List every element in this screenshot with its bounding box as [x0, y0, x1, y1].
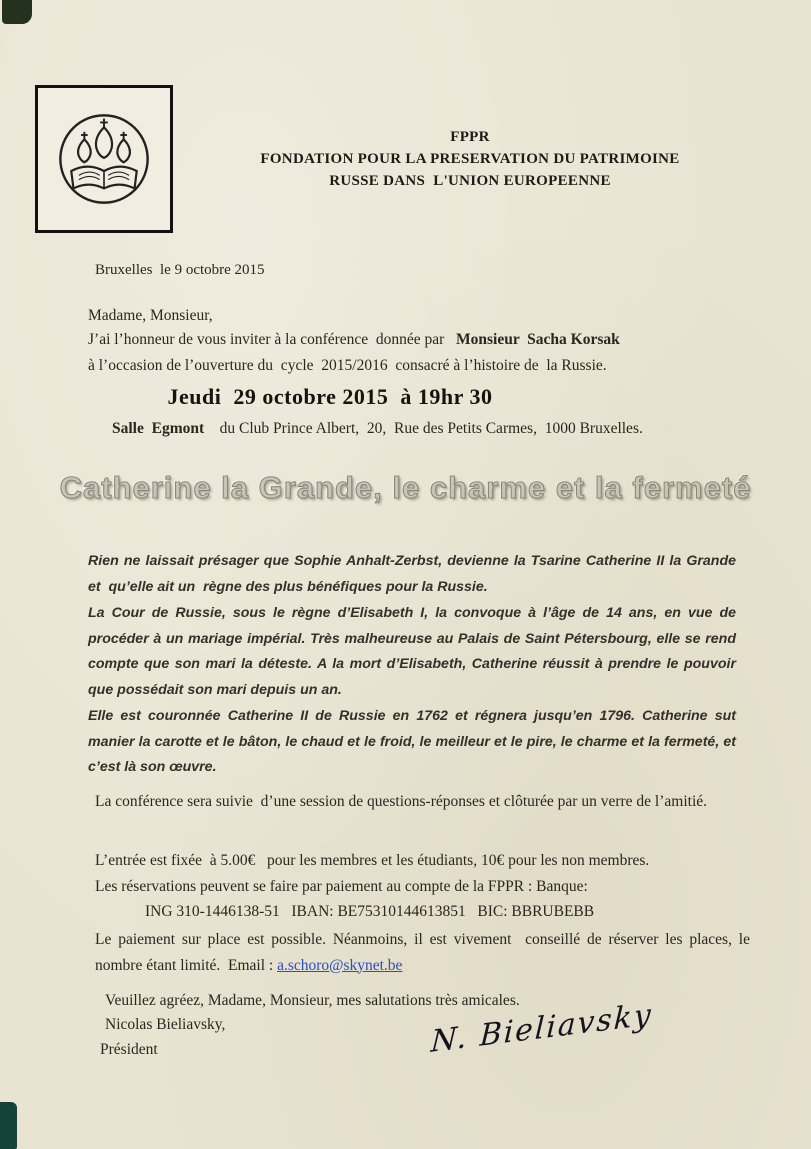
payment-text: Le paiement sur place est possible. Néanmoins, il est vivement conseillé de réserver les places, le nombre étant limité. Email : — [95, 931, 754, 974]
handwritten-signature: N. Bieliavsky — [429, 997, 654, 1060]
venue-address: du Club Prince Albert, 20, Rue des Petits Carmes, 1000 Bruxelles. — [204, 420, 643, 437]
scan-artifact-bottom-left — [0, 1102, 17, 1149]
reservation-line: Les réservations peuvent se faire par paiement au compte de la FPPR : Banque: — [95, 878, 588, 895]
payment-line — [95, 927, 754, 978]
closing-paragraph: La conférence sera suivie d’une session de questions-réponses et clôturée par un verre de l’amitié. — [95, 793, 708, 810]
intro-line — [88, 331, 788, 349]
scan-artifact-top-left — [2, 0, 32, 24]
dateline: Bruxelles le 9 octobre 2015 — [95, 262, 265, 278]
speaker-name: Monsieur Sacha Korsak — [455, 331, 620, 348]
conference-title: Catherine la Grande, le charme et la fermeté — [59, 470, 752, 505]
email-link[interactable]: a.schoro@skynet.be — [277, 956, 403, 974]
fppr-logo — [35, 85, 173, 233]
event-datetime: Jeudi 29 octobre 2015 à 19hr 30 — [167, 384, 493, 409]
letterhead — [180, 126, 760, 192]
intro-line2: à l’occasion de l’ouverture du cycle 2015/2016 consacré à l’histoire de la Russie. — [88, 357, 607, 374]
salutation: Madame, Monsieur, — [88, 307, 213, 324]
bank-details: ING 310-1446138-51 IBAN: BE75310144613851 BIC: BBRUBEBB — [145, 903, 595, 920]
venue-room: Salle Egmont — [112, 420, 205, 437]
intro-text: J’ai l’honneur de vous inviter à la conférence donnée par — [88, 331, 456, 348]
venue-line — [112, 420, 792, 438]
signer-name: Nicolas Bieliavsky, — [105, 1016, 226, 1033]
org-name-line2: RUSSE DANS L'UNION EUROPEENNE — [329, 173, 611, 189]
org-name-line1: FONDATION POUR LA PRESERVATION DU PATRIMOINE — [260, 151, 680, 167]
price-line: L’entrée est fixée à 5.00€ pour les membres et les étudiants, 10€ pour les non membres. — [95, 852, 650, 869]
abstract-paragraph-2: La Cour de Russie, sous le règne d’Elisabeth I, la convoque à l’âge de 14 ans, en vue de procéder à un mariage impérial. Très malheureuse au Palais de Saint Pétersbourg, elle se rend compte que son mari la déteste. A la mort d’Elisabeth, Catherine réussit à prendre le pouvoir que possédait son mari depuis un an. — [88, 605, 740, 698]
farewell-line: Veuillez agréez, Madame, Monsieur, mes salutations très amicales. — [105, 992, 520, 1009]
abstract-paragraph-3: Elle est couronnée Catherine II de Russie en 1762 et régnera jusqu’en 1796. Catherine sut manier la carotte et le bâton, le chaud et le froid, le meilleur et le pire, le charme et la fermeté, et c’est là son œuvre. — [88, 708, 740, 775]
lecture-abstract — [88, 549, 740, 782]
church-domes-icon — [49, 99, 159, 219]
abstract-paragraph-1: Rien ne laissait présager que Sophie Anhalt-Zerbst, devienne la Tsarine Catherine II la Grande et qu’elle ait un règne des plus bénéfiques pour la Russie. — [88, 553, 740, 595]
org-acronym: FPPR — [450, 129, 490, 145]
signer-title: Président — [100, 1041, 158, 1058]
